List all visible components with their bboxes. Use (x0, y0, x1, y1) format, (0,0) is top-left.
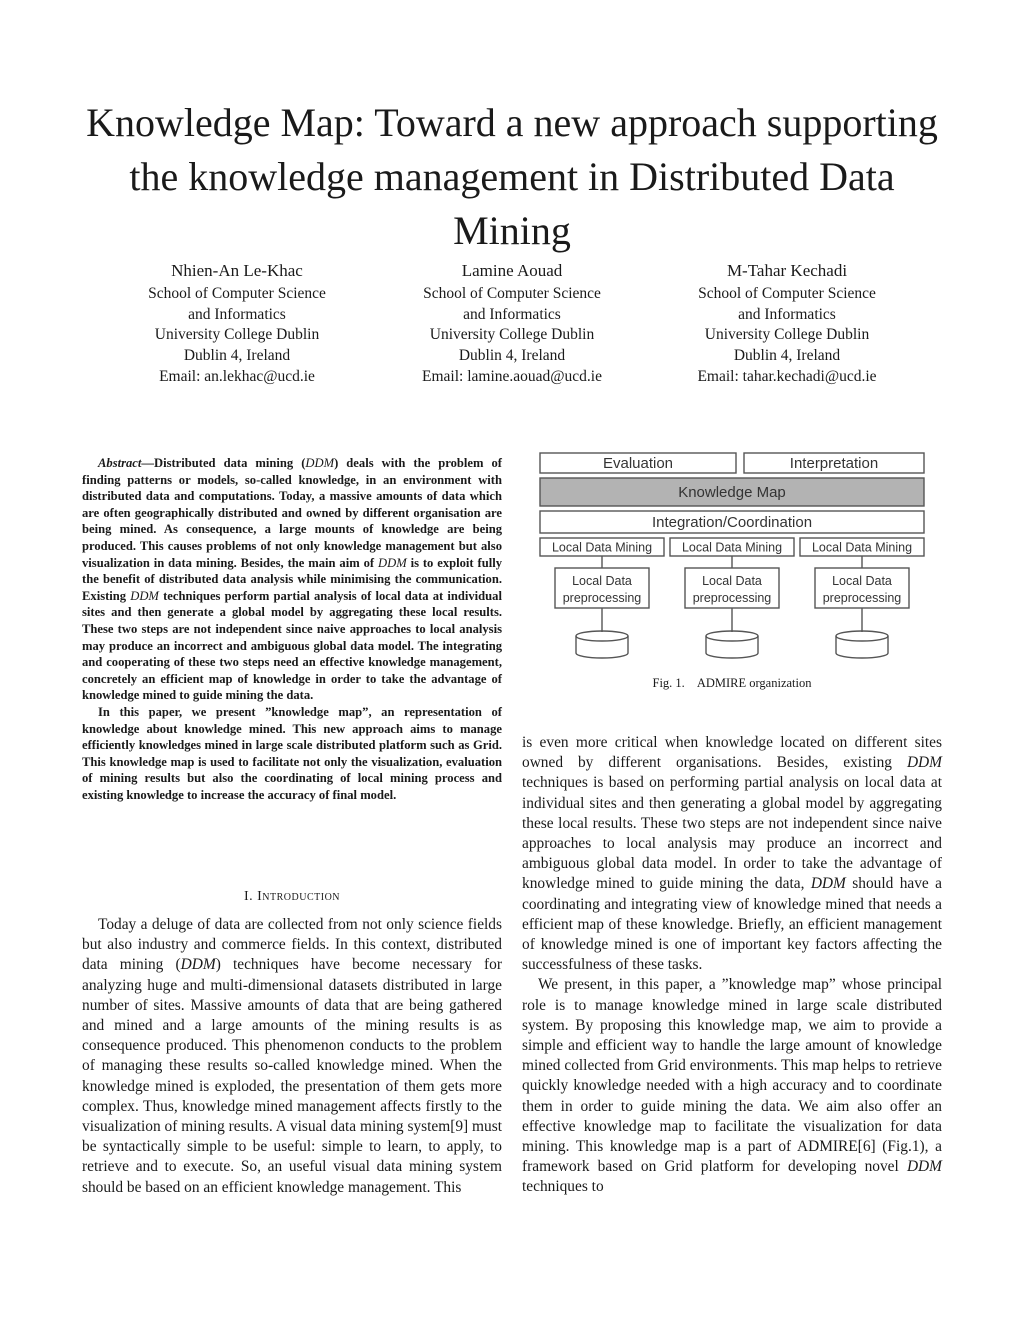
body-text: techniques to (522, 1178, 604, 1196)
preprocessing-label: preprocessing (822, 591, 902, 605)
knowledge-map-label: Knowledge Map (678, 484, 786, 501)
author-dept: School of Computer Science (698, 285, 876, 302)
author-dept: and Informatics (738, 305, 836, 323)
author-email: Email: lamine.aouad@ucd.ie (422, 367, 602, 385)
admire-figure (536, 450, 928, 670)
body-text: is even more critical when knowledge located on different sites owned by different organisations. Besides, existing (522, 734, 942, 772)
admire-diagram (536, 450, 928, 670)
interpretation-label: Interpretation (789, 455, 879, 472)
abstract-text: —Distributed data mining ( (141, 456, 306, 470)
ddm-term: DDM (378, 555, 407, 570)
ddm-term: DDM (305, 456, 335, 470)
database-icon (576, 631, 628, 658)
abstract-text: ) deals with the problem of finding patterns or models, so-called knowledge, in an environment with distributed data and computations. Today, a massive amounts of data which are often geographically distributed and owned by different organisation are being mined. As consequence, a large mounts of knowledge are being produced. This causes problems of not only knowledge management but also visualization in data mining. Besides, the main aim of (82, 456, 502, 570)
figure-caption (522, 676, 942, 691)
author-block (112, 258, 912, 388)
author-city: Dublin 4, Ireland (458, 347, 566, 365)
author-city: Dublin 4, Ireland (733, 347, 841, 365)
author-dept: School of Computer Science (148, 285, 326, 302)
author-email: Email: an.lekhac@ucd.ie (159, 367, 315, 385)
author-3 (662, 258, 912, 388)
integration-label: Integration/Coordination (651, 514, 813, 531)
intro-right-column (522, 733, 942, 1198)
abstract-paragraph (82, 455, 502, 704)
local-mining-label: Local Data Mining (551, 540, 653, 555)
body-text: Today a deluge of data are collected from not only science fields but also industry and commerce fields. In this context, distributed data mining ( (82, 916, 502, 974)
author-2 (387, 258, 637, 388)
preprocessing-label: preprocessing (562, 591, 642, 605)
author-dept: and Informatics (188, 305, 286, 323)
author-name: Nhien-An Le-Khac (171, 261, 303, 280)
author-1 (112, 258, 362, 388)
section-title: Introduction (257, 889, 341, 904)
ddm-term: DDM (906, 754, 942, 772)
abstract-paragraph: In this paper, we present ”knowledge map”, an representation of knowledge about knowledge mined. This new approach aims to manage efficiently knowledges mined in large scale distributed platform such as Grid. This knowledge map is used to facilitate not only the visualization, evaluation of mining results but also the coordinating of local mining process and existing knowledge to increase the accuracy of final model. (82, 704, 502, 802)
body-paragraph (82, 915, 502, 1198)
preprocessing-label: Local Data (702, 574, 762, 588)
body-paragraph (522, 733, 942, 975)
section-number: I. (243, 889, 254, 904)
abstract-text: is to exploit fully the benefit of distributed data analysis while minimising the communication. Existing (82, 555, 503, 603)
ddm-term: DDM (180, 956, 216, 974)
author-name: M-Tahar Kechadi (726, 261, 848, 280)
body-text: ) techniques have become necessary for analyzing huge and multi-dimensional datasets distributed in large number of sites. Massive amounts of data that are being gathered and mined and a large amounts of the mining results is as consequence produced. This phenomenon conducts to the problem of managing these results so-called knowledge mined. When the knowledge mined is exploded, the presentation of them gets more complex. Thus, knowledge mined management affects firstly to the visualization of mining results. A visual data mining system[9] must be syntactically simple to be useful: simple to learn, to apply, to retrieve and to execute. So, an useful visual data mining system should be based on an efficient knowledge management. This (82, 956, 502, 1196)
preprocessing-label: preprocessing (692, 591, 772, 605)
body-text: techniques is based on performing partial analysis on local data at individual sites and then generating a global model by aggregating these local results. These two steps are not independent since naive approaches to local analysis may produce an incorrect and ambiguous global data model. In order to take the advantage of knowledge mined to guide mining the data, (522, 774, 942, 893)
author-email: Email: tahar.kechadi@ucd.ie (697, 367, 877, 385)
paper-title: Knowledge Map: Toward a new approach supporting the knowledge management in Distributed Data Mining (86, 100, 938, 253)
ddm-term: DDM (130, 588, 159, 603)
local-mining-label: Local Data Mining (811, 540, 913, 555)
local-mining-label: Local Data Mining (681, 540, 783, 555)
figure-caption-text: ADMIRE organization (696, 676, 812, 690)
ddm-term: DDM (810, 875, 846, 893)
author-university: University College Dublin (429, 326, 595, 344)
preprocessing-label: Local Data (832, 574, 892, 588)
author-name: Lamine Aouad (461, 261, 563, 280)
body-text: We present, in this paper, a ”knowledge map” whose principal role is to manage knowledge mined in large scale distributed system. By proposing this knowledge map, we aim to provide a simple and efficient way to handle the large amount of knowledge mined collected from Grid environments. This map helps to retrieve quickly knowledge needed with a high accuracy and to coordinate them in order to guide mining the data. We aim also offer an effective knowledge map to facilitate the visualization for data mining. This knowledge map is a part of ADMIRE[6] (Fig.1), a framework based on Grid platform for developing novel (522, 976, 942, 1176)
body-paragraph (522, 975, 942, 1197)
section-heading (82, 889, 502, 905)
author-university: University College Dublin (154, 326, 320, 344)
author-university: University College Dublin (704, 326, 870, 344)
abstract-lead: Abstract (98, 456, 142, 470)
body-text: should have a coordinating and integrating view of knowledge mined that needs a efficient map of these knowledge. Briefly, an efficient management of knowledge mined is one of important key factors affecting the successfulness of these tasks. (522, 875, 942, 974)
abstract-text: techniques perform partial analysis of local data at individual sites and then generate a global model by aggregating these local results. These two steps are not independent since naive approaches to local analysis may produce an incorrect and ambiguous global data model. The integrating and cooperating of these two steps need an effective knowledge management, concretely an efficient map of knowledge in order to take the advantage of knowledge mined to guide mining the data. (82, 588, 502, 703)
database-icon (706, 631, 758, 658)
abstract (82, 455, 502, 803)
author-dept: and Informatics (463, 305, 561, 323)
database-icon (836, 631, 888, 658)
preprocessing-label: Local Data (572, 574, 632, 588)
ddm-term: DDM (906, 1158, 942, 1176)
author-dept: School of Computer Science (423, 285, 601, 302)
author-city: Dublin 4, Ireland (183, 347, 291, 365)
figure-caption-label: Fig. 1. (652, 676, 685, 690)
intro-left-column (82, 915, 502, 1198)
evaluation-label: Evaluation (602, 455, 674, 472)
